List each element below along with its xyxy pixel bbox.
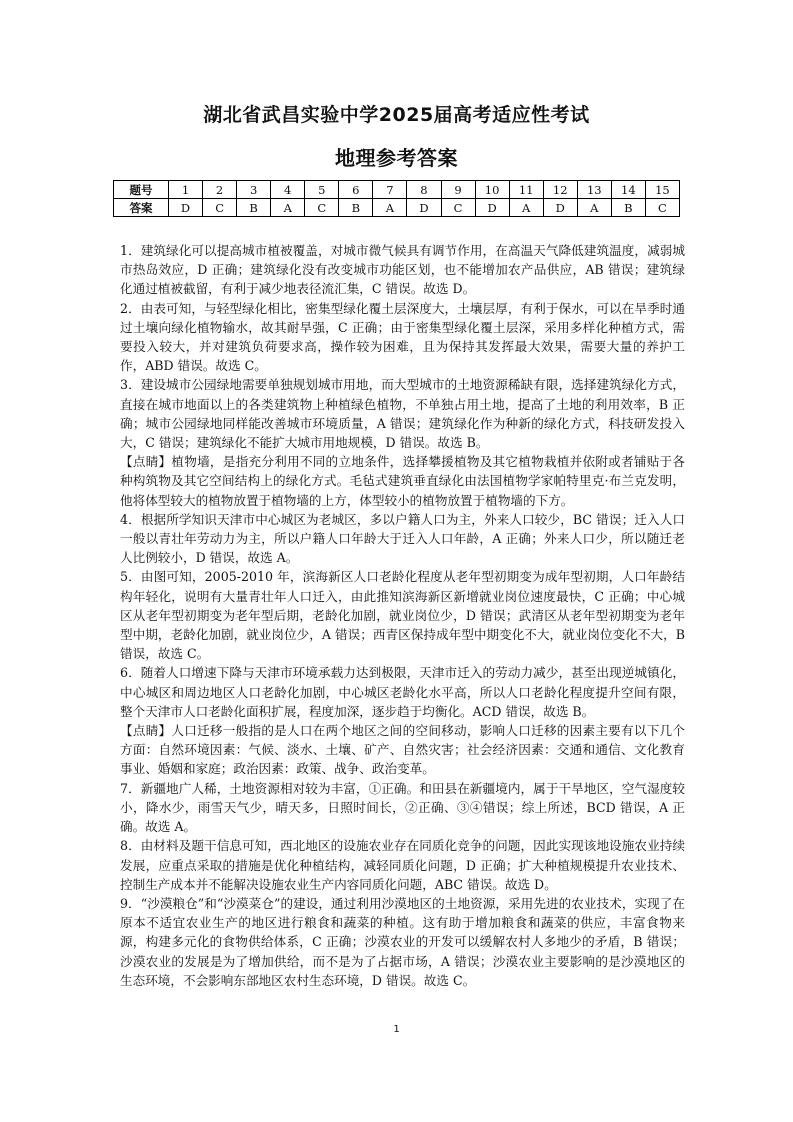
explanation-paragraph: 7．新疆地广人稀，土地资源相对较为丰富，①正确。和田县在新疆境内，属于干旱地区，空气湿度较小，降水少，雨雪天气少，晴天多，日照时间长，②正确、③④错误；综上所述，BCD 错误，A 正确。故选 A。	[120, 780, 685, 835]
explanation-paragraph: 8．由材料及题干信息可知，西北地区的设施农业存在同质化竞争的问题，因此实现该地设施农业持续发展，应重点采取的措施是优化种植结构，减轻同质化问题，D 正确；扩大种植规模提升农业技术、控制生产成本并不能解决设施农业生产内容同质化问题，ABC 错误。故选 D。	[120, 838, 685, 892]
question-number: 3	[237, 181, 271, 199]
answer-cell: B	[611, 199, 645, 217]
question-number: 7	[373, 181, 407, 199]
answer-cell: A	[577, 199, 611, 217]
question-number-row	[114, 181, 680, 199]
answer-cell: D	[475, 199, 509, 217]
question-number: 6	[339, 181, 373, 199]
question-number: 2	[203, 181, 237, 199]
answer-cell: D	[407, 199, 441, 217]
explanation-paragraph: 9．“沙漠粮仓”和“沙漠菜仓”的建设，通过利用沙漠地区的土地资源，采用先进的农业技术，实现了在原本不适宜农业生产的地区进行粮食和蔬菜的种植。这有助于增加粮食和蔬菜的供应，丰富食物来源，构建多元化的食物供给体系，C 正确；沙漠农业的开发可以缓解农村人多地少的矛盾，B 错误；沙漠农业的发展是为了增加供给，而不是为了占据市场，A 错误；沙漠农业主要影响的是沙漠地区的生态环境，不会影响东部地区农村生态环境，D 错误。故选 C。	[120, 895, 685, 988]
answer-cell: C	[645, 199, 679, 217]
answer-row	[114, 199, 680, 217]
question-number: 4	[271, 181, 305, 199]
explanation-paragraph: 5．由图可知，2005-2010 年，滨海新区人口老龄化程度从老年型初期变为成年型初期，人口年龄结构年轻化，说明有大量青壮年人口迁入，由此推知滨海新区新增就业岗位速度最快，C 正确；中心城区从老年型初期变为老年型后期，老龄化加剧，就业岗位少，D 错误；武清区从老年型初期变为老年型中期，老龄化加剧，就业岗位少，A 错误；西青区保持成年型中期变化不大，就业岗位变化不大，B 错误，故选 C。	[120, 569, 685, 662]
explanation-paragraph: 2．由表可知，与轻型绿化相比，密集型绿化覆土层深度大，土壤层厚，有利于保水，可以在旱季时通过土壤向绿化植物输水，故其耐旱强，C 正确；由于密集型绿化覆土层深，采用多样化种植方式，需要投入较大，并对建筑负荷要求高，操作较为困难，且为保持其发挥最大效果，需要大量的养护工作，ABD 错误。故选 C。	[120, 300, 685, 374]
question-number: 8	[407, 181, 441, 199]
answer-cell: A	[271, 199, 305, 217]
answer-label: 答案	[114, 199, 169, 217]
question-number: 5	[305, 181, 339, 199]
question-number: 13	[577, 181, 611, 199]
answer-table	[113, 180, 680, 217]
explanation-paragraph: 1．建筑绿化可以提高城市植被覆盖，对城市微气候具有调节作用，在高温天气降低建筑温度，减弱城市热岛效应，D 正确；建筑绿化没有改变城市功能区划，也不能增加农产品供应，AB 错误；建筑绿化通过植被截留，有利于减少地表径流汇集，C 错误。故选 D。	[120, 243, 685, 297]
page-title: 湖北省武昌实验中学2025届高考适应性考试	[203, 104, 590, 126]
page-number: 1	[393, 1024, 400, 1035]
question-number: 14	[611, 181, 645, 199]
answer-cell: B	[237, 199, 271, 217]
answer-cell: C	[441, 199, 475, 217]
question-number: 11	[509, 181, 543, 199]
question-number: 10	[475, 181, 509, 199]
tip-paragraph: 【点睛】人口迁移一般指的是人口在两个地区之间的空间移动，影响人口迁移的因素主要有以下几个方面：自然环境因素：气候、淡水、土壤、矿产、自然灾害；社会经济因素：交通和通信、文化教育事业、婚姻和家庭；政治因素：政策、战争、政治变革。	[120, 723, 685, 777]
question-number: 1	[169, 181, 203, 199]
answer-cell: D	[169, 199, 203, 217]
question-number: 15	[645, 181, 679, 199]
question-number: 9	[441, 181, 475, 199]
answer-cell: A	[509, 199, 543, 217]
answer-cell: C	[305, 199, 339, 217]
answer-cell: A	[373, 199, 407, 217]
answer-cell: C	[203, 199, 237, 217]
answer-cell: B	[339, 199, 373, 217]
question-number: 12	[543, 181, 577, 199]
explanation-paragraph: 6．随着人口增速下降与天津市环境承载力达到极限，天津市迁入的劳动力减少，甚至出现逆城镇化，中心城区和周边地区人口老龄化加剧，中心城区老龄化水平高，所以人口老龄化程度提升空间有限，整个天津市人口老龄化面积扩展，程度加深，逐步趋于均衡化。ACD 错误，故选 B。	[120, 665, 685, 719]
explanation-body	[120, 241, 685, 990]
question-label: 题号	[114, 181, 169, 199]
tip-paragraph: 【点睛】植物墙，是指充分利用不同的立地条件，选择攀援植物及其它植物栽植并依附或者铺贴于各种构筑物及其它空间结构上的绿化方式。毛毡式建筑垂直绿化由法国植物学家帕特里克·布兰克发明，他将体型较大的植物放置于植物墙的上方，体型较小的植物放置于植物墙的下方。	[120, 454, 685, 508]
explanation-paragraph: 4．根据所学知识天津市中心城区为老城区，多以户籍人口为主，外来人口较少，BC 错误；迁入人口一般以青壮年劳动力为主，所以户籍人口年龄大于迁入人口年龄，A 正确；外来人口少，所以随迁老人比例较小，D 错误，故选 A。	[120, 511, 685, 566]
answer-cell: D	[543, 199, 577, 217]
explanation-paragraph: 3．建设城市公园绿地需要单独规划城市用地，而大型城市的土地资源稀缺有限，选择建筑绿化方式，直接在城市地面以上的各类建筑物上种植绿色植物，不单独占用土地，提高了土地的利用效率，B 正确；城市公园绿地同样能改善城市环境质量，A 错误；建筑绿化作为种新的绿化方式，科技研发投入大，C 错误；建筑绿化不能扩大城市用地规模，D 错误。故选 B。	[120, 377, 685, 451]
page-subtitle: 地理参考答案	[335, 146, 458, 170]
